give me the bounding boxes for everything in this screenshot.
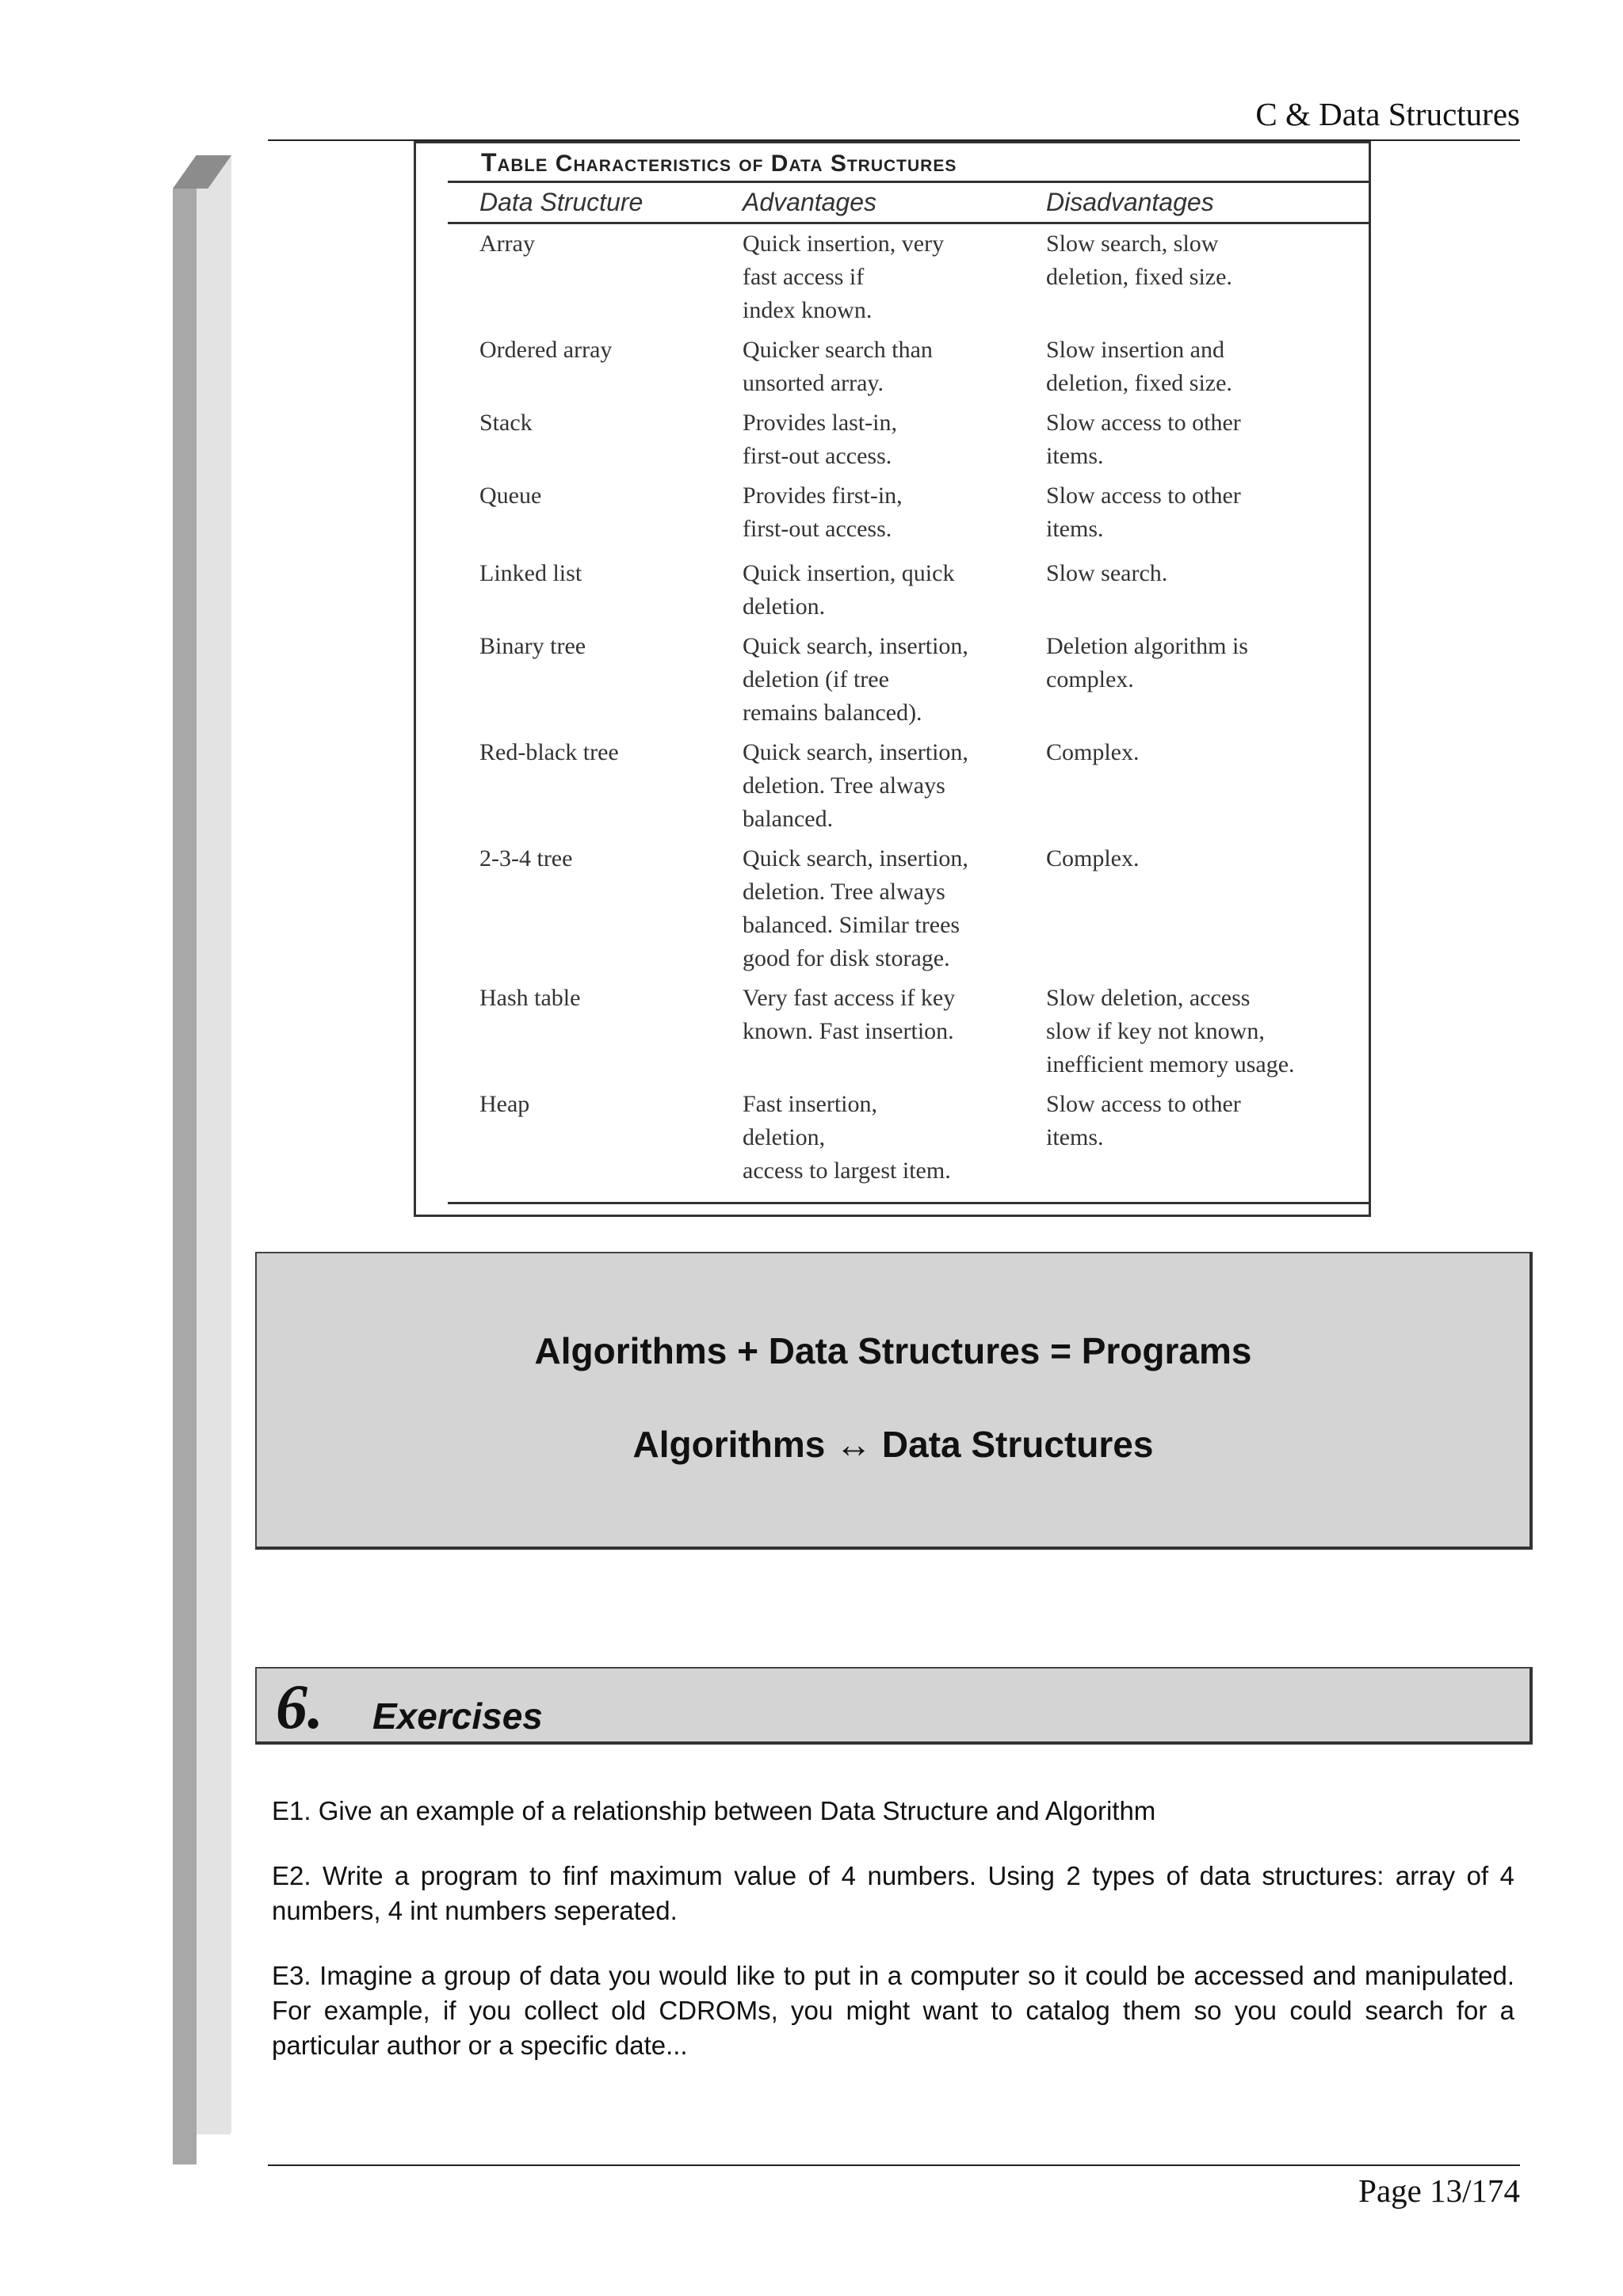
exercise-e2: E2. Write a program to finf maximum value of 4 numbers. Using 2 types of data structures: array of 4 numbers, 4 int numbers seperated. [272,1861,1514,1925]
table-caption [481,148,957,177]
cell-disadvantages: Slow access to other items. [1046,482,1241,542]
cell-structure: 2-3-4 tree [479,845,573,871]
cell-structure: Ordered array [479,337,613,363]
characteristics-table [414,141,1371,1217]
column-header-advantages: Advantages [743,188,877,216]
cell-disadvantages: Slow search, slow deletion, fixed size. [1046,231,1232,290]
binding-bar-side [197,155,231,2134]
formula-box [255,1252,1533,1550]
cell-structure: Array [479,231,535,257]
formula-line-relation: Algorithms ↔ Data Structures [632,1424,1154,1465]
cell-advantages: Quick search, insertion, deletion (if tree remains balanced). [743,633,968,726]
cell-structure: Red-black tree [479,739,619,765]
page-header: C & Data Structures [1255,96,1520,132]
cell-structure: Queue [479,482,542,509]
formula-line-programs: Algorithms + Data Structures = Programs [534,1330,1252,1371]
cell-structure: Linked list [479,560,582,586]
cell-disadvantages: Complex. [1046,739,1140,765]
cell-advantages: Fast insertion, deletion, access to largest item. [743,1091,951,1184]
cell-advantages: Quick search, insertion, deletion. Tree always balanced. Similar trees good for disk storage. [743,845,968,971]
cell-advantages: Very fast access if key known. Fast insertion. [743,985,956,1044]
column-header-disadvantages: Disadvantages [1046,188,1214,216]
table-caption-text: Characteristics of Data Structures [555,151,957,177]
table-top-rule [448,181,1369,183]
section-title: Exercises [372,1695,543,1737]
section-heading [255,1667,1533,1745]
column-header-structure: Data Structure [479,188,643,216]
cell-disadvantages: Slow access to other items. [1046,410,1241,469]
cell-disadvantages: Slow search. [1046,560,1168,586]
cell-structure: Hash table [479,985,581,1011]
cell-advantages: Quick insertion, quick deletion. [743,560,955,620]
binding-bar-bottom [197,2133,231,2166]
cell-disadvantages: Slow insertion and deletion, fixed size. [1046,337,1232,396]
cell-disadvantages: Complex. [1046,845,1140,871]
table-header-rule [448,222,1369,224]
cell-structure: Heap [479,1091,530,1117]
cell-disadvantages: Slow access to other items. [1046,1091,1241,1150]
page-number: Page 13/174 [1358,2172,1520,2209]
cell-advantages: Quick search, insertion, deletion. Tree always balanced. [743,739,968,832]
binding-bar-face [173,189,197,2164]
cell-disadvantages: Slow deletion, access slow if key not known, inefficient memory usage. [1046,985,1295,1077]
footer-rule [268,2164,1520,2166]
exercise-e3: E3. Imagine a group of data you would like to put in a computer so it could be accessed and manipulated. For example, if you collect old CDROMs, you might want to catalog them so you could search for a particular author or a specific date... [272,1961,1514,2060]
cell-advantages: Quicker search than unsorted array. [743,337,933,396]
cell-disadvantages: Deletion algorithm is complex. [1046,633,1248,692]
table-bottom-rule [448,1202,1369,1204]
section-number: 6. [276,1672,323,1742]
cell-advantages: Provides last-in, first-out access. [743,410,897,469]
exercise-e1: E1. Give an example of a relationship between Data Structure and Algorithm [272,1796,1156,1825]
cell-structure: Stack [479,410,533,436]
cell-structure: Binary tree [479,633,586,659]
table-caption-lead: Table [481,148,548,177]
cell-advantages: Quick insertion, very fast access if index known. [743,231,945,323]
cell-advantages: Provides first-in, first-out access. [743,482,903,542]
